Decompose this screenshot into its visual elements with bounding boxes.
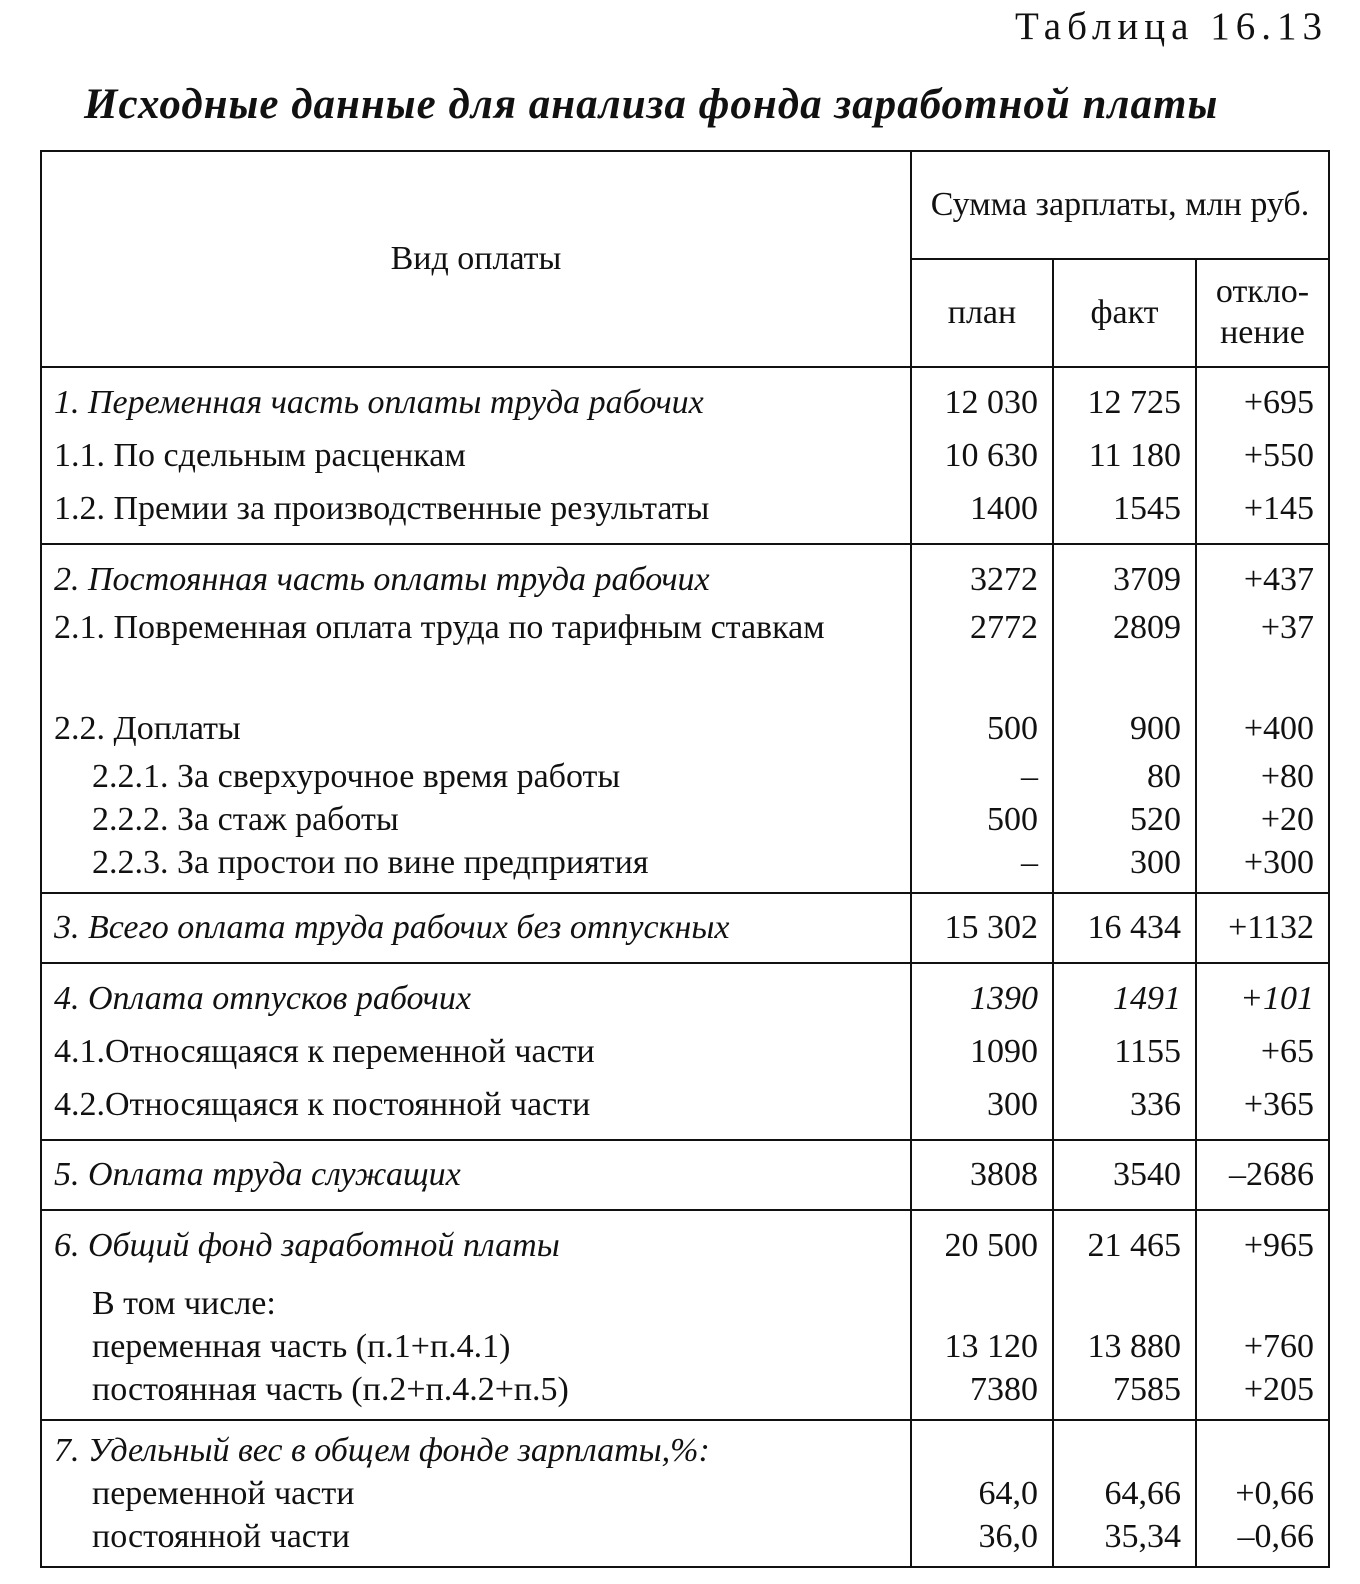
cell-fact: 11 180 bbox=[1088, 437, 1181, 474]
cell-fact: 3709 bbox=[1113, 561, 1181, 598]
cell-deviation: +760 bbox=[1243, 1328, 1315, 1365]
cell-plan: 13 120 bbox=[944, 1328, 1038, 1365]
cell-deviation bbox=[1197, 1282, 1314, 1325]
cell-fact: 3540 bbox=[1113, 1156, 1181, 1193]
cell-deviation: +437 bbox=[1243, 561, 1315, 598]
cell-fact: 35,34 bbox=[1104, 1518, 1181, 1555]
table-section-7 bbox=[41, 1420, 1329, 1567]
cell-plan: 64,0 bbox=[978, 1475, 1038, 1512]
cell-fact: 1491 bbox=[1113, 980, 1181, 1017]
cell-fact: 80 bbox=[1147, 758, 1181, 795]
cell-deviation: +37 bbox=[1260, 609, 1315, 646]
cell-deviation: +695 bbox=[1243, 384, 1315, 421]
cell-deviation: +65 bbox=[1260, 1033, 1315, 1070]
table-section-3 bbox=[41, 893, 1329, 963]
cell-deviation: +550 bbox=[1243, 437, 1315, 474]
row-label: 5. Оплата труда служащих bbox=[54, 1156, 461, 1193]
cell-plan: 2772 bbox=[970, 609, 1038, 646]
cell-plan: 10 630 bbox=[944, 437, 1038, 474]
cell-plan: 3272 bbox=[970, 561, 1038, 598]
row-label: 4. Оплата отпусков рабочих bbox=[54, 980, 471, 1017]
cell-plan: – bbox=[1021, 758, 1038, 795]
row-label: переменной части bbox=[92, 1475, 355, 1512]
cell-fact bbox=[1054, 1429, 1181, 1472]
cell-deviation: +0,66 bbox=[1235, 1475, 1315, 1512]
row-label: постоянная часть (п.2+п.4.2+п.5) bbox=[92, 1371, 569, 1408]
header-deviation: откло-нение bbox=[1196, 259, 1329, 367]
cell-plan: 1390 bbox=[970, 980, 1038, 1017]
cell-plan: 12 030 bbox=[944, 384, 1038, 421]
row-label: 3. Всего оплата труда рабочих без отпускных bbox=[54, 909, 730, 946]
cell-plan: 20 500 bbox=[944, 1227, 1038, 1264]
row-label: 7. Удельный вес в общем фонде зарплаты,%: bbox=[54, 1432, 710, 1469]
cell-plan bbox=[912, 1282, 1038, 1325]
row-label: 1. Переменная часть оплаты труда рабочих bbox=[54, 384, 704, 421]
cell-fact: 13 880 bbox=[1087, 1328, 1181, 1365]
cell-fact: 900 bbox=[1130, 710, 1181, 747]
cell-deviation: +965 bbox=[1243, 1227, 1315, 1264]
cell-fact: 300 bbox=[1130, 844, 1181, 881]
table-number-label: Таблица 16.13 bbox=[1014, 5, 1328, 48]
cell-plan: 1400 bbox=[970, 490, 1038, 527]
cell-deviation: +400 bbox=[1243, 710, 1315, 747]
row-label: 6. Общий фонд заработной платы bbox=[54, 1227, 560, 1264]
cell-plan: 7380 bbox=[970, 1371, 1038, 1408]
header-plan: план bbox=[911, 259, 1053, 367]
table-section-6 bbox=[41, 1210, 1329, 1420]
table-section-4 bbox=[41, 963, 1329, 1140]
cell-deviation: +1132 bbox=[1228, 909, 1315, 946]
cell-deviation: +80 bbox=[1260, 758, 1315, 795]
row-label: 4.2.Относящаяся к постоянной части bbox=[54, 1086, 591, 1123]
cell-fact: 16 434 bbox=[1087, 909, 1181, 946]
cell-deviation bbox=[1197, 1429, 1314, 1472]
cell-deviation: +101 bbox=[1240, 980, 1315, 1017]
row-label: постоянной части bbox=[92, 1518, 350, 1555]
cell-plan: 500 bbox=[987, 710, 1038, 747]
cell-fact: 12 725 bbox=[1087, 384, 1181, 421]
cell-deviation: +145 bbox=[1243, 490, 1315, 527]
cell-fact: 1155 bbox=[1114, 1033, 1181, 1070]
table-title: Исходные данные для анализа фонда заработной платы bbox=[84, 81, 1219, 128]
row-label: 2.2. Доплаты bbox=[54, 710, 241, 747]
row-label: 2.2.3. За простои по вине предприятия bbox=[92, 844, 649, 881]
cell-fact: 1545 bbox=[1113, 490, 1181, 527]
cell-plan: 500 bbox=[987, 801, 1038, 838]
cell-fact bbox=[1054, 1282, 1181, 1325]
row-label: 2. Постоянная часть оплаты труда рабочих bbox=[54, 561, 710, 598]
cell-plan: 15 302 bbox=[944, 909, 1038, 946]
cell-fact: 64,66 bbox=[1104, 1475, 1181, 1512]
table-section-5 bbox=[41, 1140, 1329, 1210]
cell-plan: – bbox=[1021, 844, 1038, 881]
cell-fact: 336 bbox=[1130, 1086, 1181, 1123]
header-fact: факт bbox=[1053, 259, 1196, 367]
cell-deviation: –0,66 bbox=[1237, 1518, 1315, 1555]
wage-fund-table bbox=[40, 150, 1330, 1568]
row-label: 2.1. Повременная оплата труда по тарифным ставкам bbox=[54, 609, 825, 646]
cell-plan: 3808 bbox=[970, 1156, 1038, 1193]
cell-deviation: +20 bbox=[1260, 801, 1315, 838]
row-label: переменная часть (п.1+п.4.1) bbox=[92, 1328, 511, 1365]
cell-deviation: –2686 bbox=[1229, 1156, 1315, 1193]
cell-plan: 36,0 bbox=[978, 1518, 1038, 1555]
cell-fact: 7585 bbox=[1113, 1371, 1181, 1408]
row-label: 2.2.1. За сверхурочное время работы bbox=[92, 758, 621, 795]
row-label: В том числе: bbox=[92, 1285, 276, 1322]
row-label: 2.2.2. За стаж работы bbox=[92, 801, 399, 838]
cell-deviation: +300 bbox=[1243, 844, 1315, 881]
row-label: 1.2. Премии за производственные результаты bbox=[54, 490, 710, 527]
row-label: 1.1. По сдельным расценкам bbox=[54, 437, 466, 474]
cell-deviation: +365 bbox=[1243, 1086, 1315, 1123]
header-salary-sum: Сумма зарплаты, млн руб. bbox=[911, 151, 1329, 259]
cell-plan: 300 bbox=[987, 1086, 1038, 1123]
table-section-2 bbox=[41, 544, 1329, 893]
table-section-1 bbox=[41, 367, 1329, 544]
row-label: 4.1.Относящаяся к переменной части bbox=[54, 1033, 595, 1070]
header-payment-type: Вид оплаты bbox=[41, 151, 911, 367]
cell-deviation: +205 bbox=[1243, 1371, 1315, 1408]
cell-fact: 2809 bbox=[1113, 609, 1181, 646]
cell-plan: 1090 bbox=[970, 1033, 1038, 1070]
cell-fact: 21 465 bbox=[1087, 1227, 1181, 1264]
cell-fact: 520 bbox=[1130, 801, 1181, 838]
cell-plan bbox=[912, 1429, 1038, 1472]
